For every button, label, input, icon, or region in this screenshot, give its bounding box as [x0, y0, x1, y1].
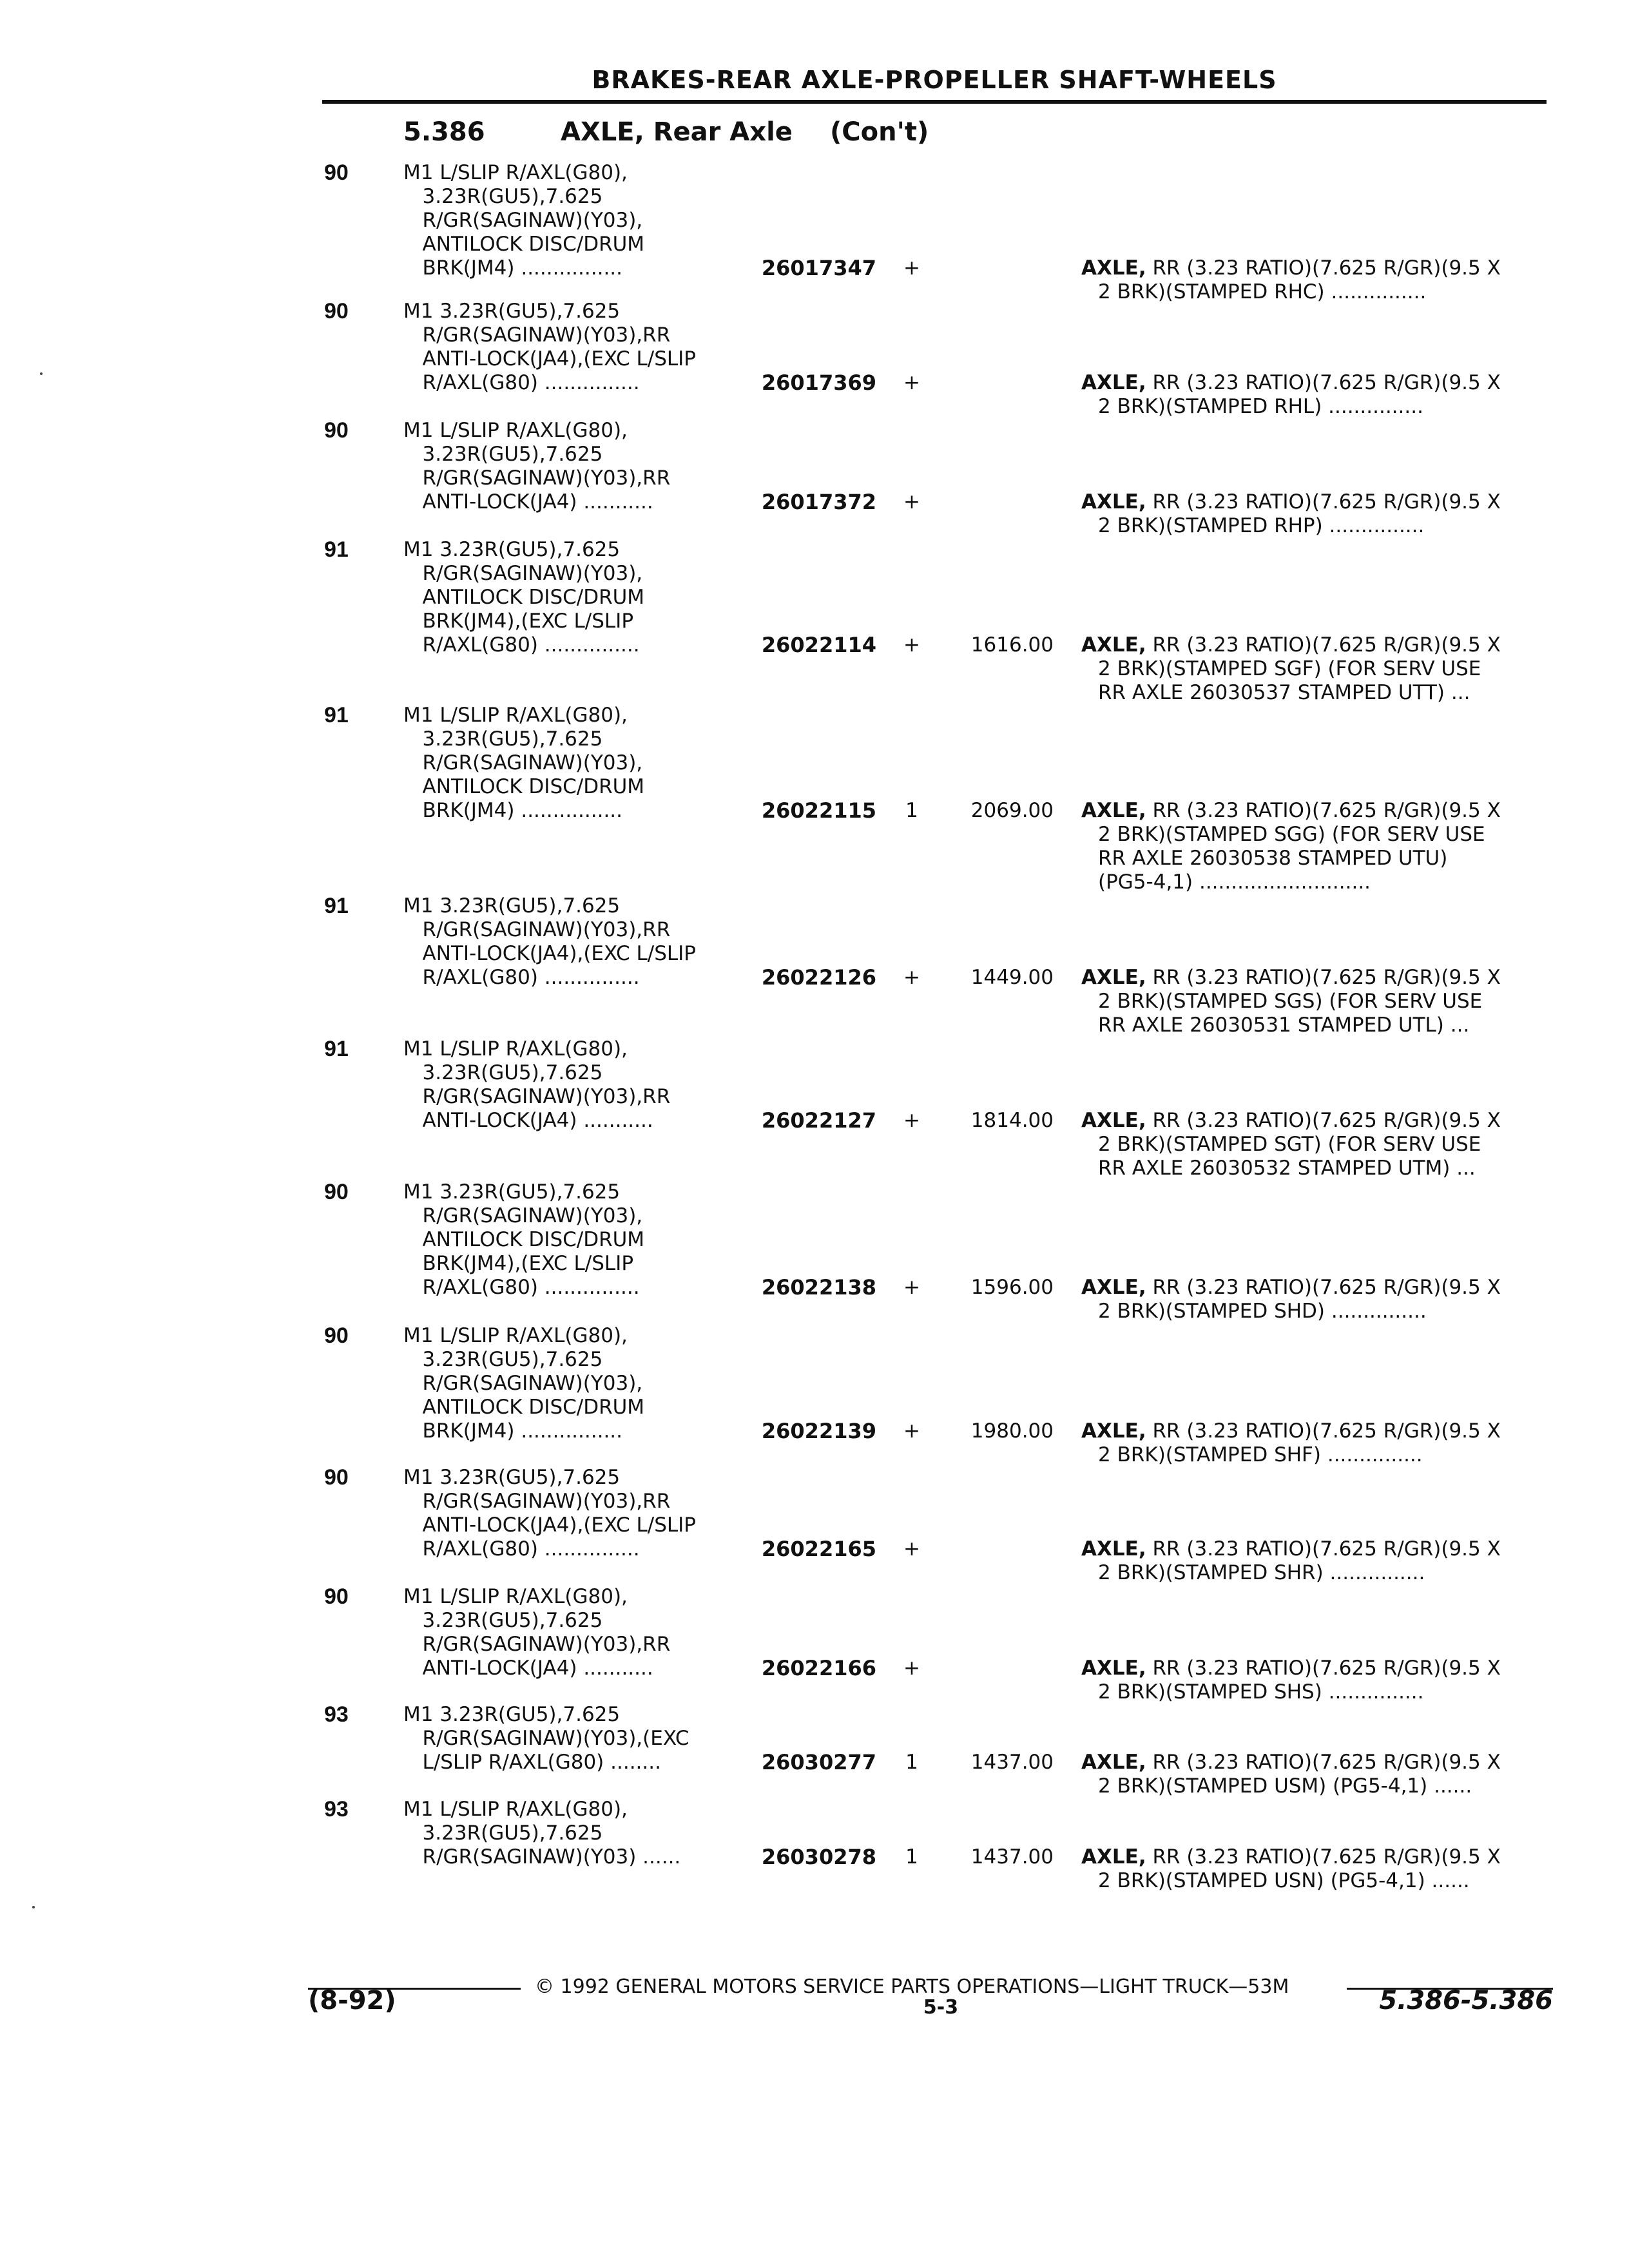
description-keyword: AXLE,	[1081, 966, 1146, 989]
description-text: RR (3.23 RATIO)(7.625 R/GR)(9.5 X	[1146, 256, 1501, 280]
list-price: 1814.00	[970, 1109, 1054, 1132]
description-keyword: AXLE,	[1081, 633, 1146, 657]
page-title: BRAKES-REAR AXLE-PROPELLER SHAFT-WHEELS	[592, 66, 1277, 94]
usage-description: M1 L/SLIP R/AXL(G80), 3.23R(GU5),7.625 R/GR(SAGINAW)(Y03) ......	[403, 1798, 681, 1869]
description-line: 2 BRK)(STAMPED SHR) ...............	[1098, 1561, 1425, 1584]
model-year: 90	[324, 1180, 349, 1204]
description-line: RR AXLE 26030538 STAMPED UTU)	[1098, 847, 1448, 870]
part-description	[1081, 371, 1552, 419]
description-line: 2 BRK)(STAMPED SGT) (FOR SERV USE	[1098, 1133, 1481, 1156]
usage-description: M1 3.23R(GU5),7.625 R/GR(SAGINAW)(Y03), ANTILOCK DISC/DRUM BRK(JM4),(EXC L/SLIP R/AXL(G80) ...............	[403, 538, 645, 657]
model-year: 90	[324, 160, 349, 185]
part-number: 26030277	[761, 1750, 876, 1774]
model-year: 93	[324, 1797, 349, 1821]
part-description	[1081, 1276, 1552, 1323]
part-number: 26022127	[761, 1108, 876, 1133]
header-divider	[322, 100, 1547, 104]
quantity: +	[903, 371, 920, 394]
description-keyword: AXLE,	[1081, 1419, 1146, 1443]
scan-speck	[40, 372, 43, 375]
description-keyword: AXLE,	[1081, 1276, 1146, 1299]
list-price: 1616.00	[970, 633, 1054, 657]
model-year: 90	[324, 299, 349, 323]
usage-description: M1 3.23R(GU5),7.625 R/GR(SAGINAW)(Y03), ANTILOCK DISC/DRUM BRK(JM4),(EXC L/SLIP R/AXL(G80) ...............	[403, 1180, 645, 1299]
part-number: 26017347	[761, 256, 876, 280]
quantity: +	[903, 490, 920, 514]
part-number: 26022126	[761, 965, 876, 990]
quantity: +	[903, 1276, 920, 1299]
part-description	[1081, 256, 1552, 304]
description-line: 2 BRK)(STAMPED SGG) (FOR SERV USE	[1098, 823, 1485, 846]
description-text: RR (3.23 RATIO)(7.625 R/GR)(9.5 X	[1146, 966, 1501, 989]
description-line: RR AXLE 26030532 STAMPED UTM) ...	[1098, 1157, 1476, 1180]
list-price: 1596.00	[970, 1276, 1054, 1299]
part-description	[1081, 1657, 1552, 1704]
description-text: RR (3.23 RATIO)(7.625 R/GR)(9.5 X	[1146, 633, 1501, 657]
footer-copyright: © 1992 GENERAL MOTORS SERVICE PARTS OPERATIONS—LIGHT TRUCK—53M	[535, 1975, 1289, 1998]
description-line: 2 BRK)(STAMPED USM) (PG5-4,1) ......	[1098, 1774, 1472, 1798]
usage-description: M1 L/SLIP R/AXL(G80), 3.23R(GU5),7.625 R/GR(SAGINAW)(Y03),RR ANTI-LOCK(JA4) ...........	[403, 1037, 671, 1132]
description-text: RR (3.23 RATIO)(7.625 R/GR)(9.5 X	[1146, 1537, 1501, 1561]
model-year: 91	[324, 894, 349, 918]
part-number: 26017372	[761, 490, 876, 514]
usage-description: M1 3.23R(GU5),7.625 R/GR(SAGINAW)(Y03),(EXC L/SLIP R/AXL(G80) ........	[403, 1703, 689, 1774]
description-line	[1081, 1751, 1552, 1774]
description-line: 2 BRK)(STAMPED SGF) (FOR SERV USE	[1098, 657, 1481, 680]
footer-page-number: 5-3	[923, 1996, 959, 2019]
usage-description: M1 L/SLIP R/AXL(G80), 3.23R(GU5),7.625 R/GR(SAGINAW)(Y03), ANTILOCK DISC/DRUM BRK(JM4) ................	[403, 161, 645, 280]
description-keyword: AXLE,	[1081, 1657, 1146, 1680]
list-price: 1449.00	[970, 966, 1054, 989]
model-year: 91	[324, 537, 349, 562]
part-number: 26017369	[761, 370, 876, 395]
description-line: 2 BRK)(STAMPED RHP) ...............	[1098, 514, 1425, 537]
part-number: 26022139	[761, 1419, 876, 1443]
part-description	[1081, 633, 1552, 705]
scan-speck	[32, 1906, 35, 1908]
usage-description: M1 L/SLIP R/AXL(G80), 3.23R(GU5),7.625 R/GR(SAGINAW)(Y03),RR ANTI-LOCK(JA4) ...........	[403, 1585, 671, 1680]
quantity: +	[903, 1419, 920, 1443]
usage-description: M1 3.23R(GU5),7.625 R/GR(SAGINAW)(Y03),RR ANTI-LOCK(JA4),(EXC L/SLIP R/AXL(G80) ...............	[403, 300, 696, 394]
description-text: RR (3.23 RATIO)(7.625 R/GR)(9.5 X	[1146, 1419, 1501, 1443]
description-text: RR (3.23 RATIO)(7.625 R/GR)(9.5 X	[1146, 1751, 1501, 1774]
footer-date-code: (8-92)	[308, 1986, 396, 2015]
model-year: 90	[324, 1323, 349, 1348]
description-line: 2 BRK)(STAMPED RHL) ...............	[1098, 395, 1423, 418]
model-year: 91	[324, 1037, 349, 1061]
description-keyword: AXLE,	[1081, 490, 1146, 514]
section-continued: (Con't)	[830, 117, 929, 147]
description-text: RR (3.23 RATIO)(7.625 R/GR)(9.5 X	[1146, 799, 1501, 822]
description-line: 2 BRK)(STAMPED SHF) ...............	[1098, 1443, 1423, 1466]
description-line	[1081, 1845, 1552, 1869]
model-year: 91	[324, 703, 349, 727]
description-line: 2 BRK)(STAMPED RHC) ...............	[1098, 280, 1427, 303]
part-description	[1081, 799, 1552, 894]
list-price: 1980.00	[970, 1419, 1054, 1443]
description-text: RR (3.23 RATIO)(7.625 R/GR)(9.5 X	[1146, 1276, 1501, 1299]
description-line: 2 BRK)(STAMPED SHS) ...............	[1098, 1680, 1424, 1704]
list-price: 1437.00	[970, 1751, 1054, 1774]
description-line	[1081, 371, 1552, 395]
description-text: RR (3.23 RATIO)(7.625 R/GR)(9.5 X	[1146, 490, 1501, 514]
description-line	[1081, 490, 1552, 514]
description-line: (PG5-4,1) ...........................	[1098, 870, 1371, 894]
section-title: AXLE, Rear Axle	[561, 117, 793, 147]
description-line	[1081, 256, 1552, 280]
usage-description: M1 3.23R(GU5),7.625 R/GR(SAGINAW)(Y03),RR ANTI-LOCK(JA4),(EXC L/SLIP R/AXL(G80) ...............	[403, 894, 696, 989]
part-number: 26022114	[761, 633, 876, 657]
quantity: +	[903, 1537, 920, 1561]
description-line	[1081, 1537, 1552, 1561]
description-keyword: AXLE,	[1081, 1109, 1146, 1132]
part-number: 26022138	[761, 1275, 876, 1300]
description-keyword: AXLE,	[1081, 371, 1146, 394]
part-number: 26030278	[761, 1845, 876, 1869]
part-number: 26022115	[761, 798, 876, 823]
usage-description: M1 L/SLIP R/AXL(G80), 3.23R(GU5),7.625 R/GR(SAGINAW)(Y03),RR ANTI-LOCK(JA4) ...........	[403, 419, 671, 514]
quantity: +	[903, 256, 920, 280]
model-year: 90	[324, 1584, 349, 1609]
description-line: 2 BRK)(STAMPED USN) (PG5-4,1) ......	[1098, 1869, 1470, 1892]
description-line	[1081, 1657, 1552, 1680]
description-keyword: AXLE,	[1081, 1845, 1146, 1869]
description-line	[1081, 966, 1552, 990]
usage-description: M1 L/SLIP R/AXL(G80), 3.23R(GU5),7.625 R/GR(SAGINAW)(Y03), ANTILOCK DISC/DRUM BRK(JM4) ................	[403, 704, 645, 822]
part-description	[1081, 1751, 1552, 1798]
description-line	[1081, 1419, 1552, 1443]
quantity: 1	[905, 1845, 918, 1869]
part-number: 26022166	[761, 1656, 876, 1680]
quantity: +	[903, 1109, 920, 1132]
list-price: 1437.00	[970, 1845, 1054, 1869]
part-description	[1081, 1419, 1552, 1467]
description-line	[1081, 1109, 1552, 1133]
list-price: 2069.00	[970, 799, 1054, 822]
description-text: RR (3.23 RATIO)(7.625 R/GR)(9.5 X	[1146, 1845, 1501, 1869]
footer-section-range: 5.386-5.386	[1379, 1986, 1553, 2015]
part-description	[1081, 1845, 1552, 1893]
quantity: 1	[905, 799, 918, 822]
quantity: +	[903, 633, 920, 657]
description-text: RR (3.23 RATIO)(7.625 R/GR)(9.5 X	[1146, 371, 1501, 394]
part-description	[1081, 1537, 1552, 1585]
part-description	[1081, 490, 1552, 538]
description-keyword: AXLE,	[1081, 1537, 1146, 1561]
model-year: 90	[324, 418, 349, 443]
description-keyword: AXLE,	[1081, 1751, 1146, 1774]
section-number: 5.386	[403, 117, 485, 147]
part-description	[1081, 966, 1552, 1037]
quantity: +	[903, 966, 920, 989]
model-year: 93	[324, 1702, 349, 1727]
description-line: 2 BRK)(STAMPED SGS) (FOR SERV USE	[1098, 990, 1483, 1013]
description-keyword: AXLE,	[1081, 799, 1146, 822]
description-line	[1081, 1276, 1552, 1300]
description-line: RR AXLE 26030537 STAMPED UTT) ...	[1098, 681, 1470, 704]
usage-description: M1 3.23R(GU5),7.625 R/GR(SAGINAW)(Y03),RR ANTI-LOCK(JA4),(EXC L/SLIP R/AXL(G80) ...............	[403, 1466, 696, 1561]
part-number: 26022165	[761, 1537, 876, 1561]
usage-description: M1 L/SLIP R/AXL(G80), 3.23R(GU5),7.625 R/GR(SAGINAW)(Y03), ANTILOCK DISC/DRUM BRK(JM4) ................	[403, 1324, 645, 1443]
description-text: RR (3.23 RATIO)(7.625 R/GR)(9.5 X	[1146, 1109, 1501, 1132]
description-line: 2 BRK)(STAMPED SHD) ...............	[1098, 1300, 1427, 1323]
description-line	[1081, 799, 1552, 823]
description-line	[1081, 633, 1552, 657]
part-description	[1081, 1109, 1552, 1180]
quantity: 1	[905, 1751, 918, 1774]
description-line: RR AXLE 26030531 STAMPED UTL) ...	[1098, 1014, 1470, 1037]
description-text: RR (3.23 RATIO)(7.625 R/GR)(9.5 X	[1146, 1657, 1501, 1680]
quantity: +	[903, 1657, 920, 1680]
description-keyword: AXLE,	[1081, 256, 1146, 280]
model-year: 90	[324, 1465, 349, 1490]
